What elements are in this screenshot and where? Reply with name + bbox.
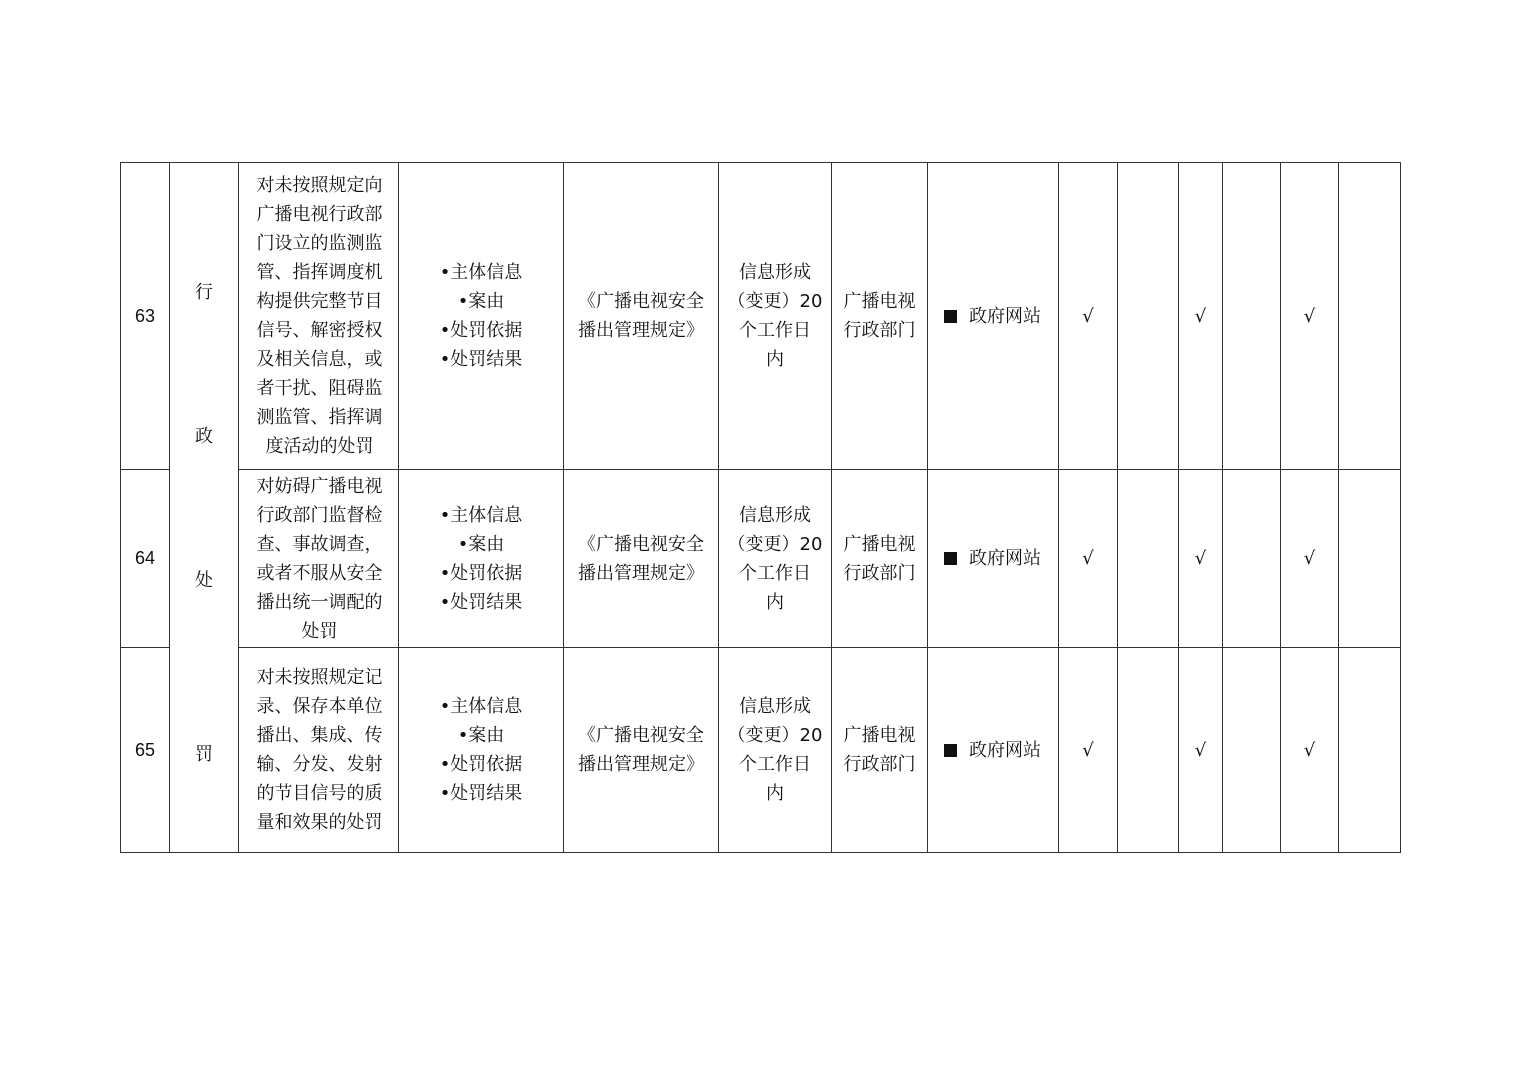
disclosure-content	[399, 163, 564, 470]
disclosure-deadline	[719, 470, 832, 648]
content-item: •案由	[457, 533, 505, 555]
text-line: 行政部门监督检	[256, 504, 383, 526]
legal-basis	[564, 648, 719, 853]
check-cell	[1118, 648, 1179, 853]
text-line: 播出管理规定》	[578, 754, 704, 775]
text-line: 个工作日	[739, 320, 811, 341]
check-cell: √	[1179, 163, 1223, 470]
text-line: 信息形成	[739, 504, 811, 526]
check-cell: √	[1281, 163, 1339, 470]
text-line: 广播电视	[843, 291, 916, 312]
text-line: 播出管理规定》	[578, 562, 704, 584]
category-cell	[170, 163, 239, 853]
text-line: 查、事故调查，	[256, 533, 383, 555]
content-item: •处罚依据	[439, 562, 523, 584]
check-cell	[1118, 163, 1179, 470]
legal-basis	[564, 470, 719, 648]
text-line: 输、分发、发射	[256, 754, 383, 775]
check-cell	[1223, 163, 1281, 470]
text-line: 对未按照规定向	[256, 175, 383, 196]
content-list	[440, 692, 523, 808]
check-cell	[1118, 470, 1179, 648]
content-item: •案由	[457, 725, 505, 746]
text-line: 播出管理规定》	[578, 320, 704, 341]
table-row	[121, 648, 1401, 853]
content-item: •主体信息	[439, 262, 523, 283]
disclosure-table	[120, 162, 1401, 853]
text-line: 信息形成	[739, 262, 811, 283]
disclosure-channel	[928, 648, 1059, 853]
text-line: 《广播电视安全	[578, 533, 704, 555]
text-line: 测监管、指挥调	[256, 407, 383, 428]
text-line: 者干扰、阻碍监	[256, 378, 383, 399]
check-cell: √	[1059, 470, 1118, 648]
disclosure-content	[399, 648, 564, 853]
content-item: •处罚结果	[439, 349, 523, 370]
disclosure-item	[239, 163, 399, 470]
text-line: （变更）20	[727, 725, 823, 746]
filled-square-icon	[944, 310, 957, 323]
text-line: 行政部门	[843, 562, 916, 584]
text-line: 构提供完整节目	[256, 291, 383, 312]
text-line: 或者不服从安全	[256, 562, 383, 584]
content-list	[440, 501, 523, 617]
content-item: •主体信息	[439, 504, 523, 526]
channel-label: 政府网站	[969, 305, 1041, 327]
content-item: •处罚依据	[439, 320, 523, 341]
category-char: 政	[195, 426, 213, 447]
category-char: 行	[195, 282, 213, 303]
row-number: 64	[121, 470, 170, 648]
disclosure-subject	[832, 470, 928, 648]
disclosure-content	[399, 470, 564, 648]
check-cell: √	[1179, 470, 1223, 648]
disclosure-subject	[832, 163, 928, 470]
check-cell	[1339, 163, 1401, 470]
text-line: 内	[766, 349, 784, 370]
disclosure-channel	[928, 470, 1059, 648]
content-item: •案由	[457, 291, 505, 312]
check-cell: √	[1059, 648, 1118, 853]
disclosure-subject	[832, 648, 928, 853]
table-body	[121, 163, 1401, 853]
text-line: 及相关信息，或	[256, 349, 383, 370]
text-line: 个工作日	[739, 754, 811, 775]
check-cell: √	[1281, 648, 1339, 853]
content-list	[440, 258, 523, 374]
check-cell	[1339, 648, 1401, 853]
text-line: 内	[766, 783, 784, 804]
text-line: 信息形成	[739, 696, 811, 717]
text-line: 内	[766, 591, 784, 613]
content-item: •处罚结果	[439, 591, 523, 613]
channel-label: 政府网站	[969, 548, 1041, 569]
check-cell: √	[1179, 648, 1223, 853]
table-row	[121, 163, 1401, 470]
text-line: 处罚	[301, 620, 338, 642]
text-line: 《广播电视安全	[578, 291, 704, 312]
disclosure-item	[239, 648, 399, 853]
text-line: 个工作日	[739, 562, 811, 584]
content-item: •主体信息	[439, 696, 523, 717]
text-line: 信号、解密授权	[256, 320, 383, 341]
text-line: （变更）20	[727, 291, 823, 312]
content-item: •处罚依据	[439, 754, 523, 775]
row-number: 65	[121, 648, 170, 853]
category-char: 处	[195, 570, 213, 591]
check-cell	[1339, 470, 1401, 648]
table-row	[121, 470, 1401, 648]
filled-square-icon	[944, 744, 957, 757]
text-line: 行政部门	[843, 320, 916, 341]
row-number: 63	[121, 163, 170, 470]
text-line: 《广播电视安全	[578, 725, 704, 746]
legal-basis	[564, 163, 719, 470]
disclosure-item	[239, 470, 399, 648]
text-line: 量和效果的处罚	[256, 812, 383, 833]
text-line: 广播电视	[843, 725, 916, 746]
disclosure-channel	[928, 163, 1059, 470]
text-line: 播出统一调配的	[256, 591, 383, 613]
disclosure-deadline	[719, 648, 832, 853]
text-line: 播出、集成、传	[256, 725, 383, 746]
text-line: 录、保存本单位	[256, 696, 383, 717]
text-line: 度活动的处罚	[265, 436, 374, 457]
category-char: 罚	[195, 744, 213, 765]
check-cell: √	[1281, 470, 1339, 648]
text-line: 对妨碍广播电视	[256, 475, 383, 497]
text-line: 广播电视行政部	[256, 204, 383, 225]
check-cell	[1223, 648, 1281, 853]
text-line: 行政部门	[843, 754, 916, 775]
filled-square-icon	[944, 552, 957, 565]
channel-label: 政府网站	[969, 739, 1041, 761]
text-line: （变更）20	[727, 533, 823, 555]
text-line: 的节目信号的质	[256, 783, 383, 804]
disclosure-deadline	[719, 163, 832, 470]
text-line: 管、指挥调度机	[256, 262, 383, 283]
text-line: 对未按照规定记	[256, 667, 383, 688]
content-item: •处罚结果	[439, 783, 523, 804]
check-cell: √	[1059, 163, 1118, 470]
text-line: 门设立的监测监	[256, 233, 383, 254]
text-line: 广播电视	[843, 533, 916, 555]
check-cell	[1223, 470, 1281, 648]
